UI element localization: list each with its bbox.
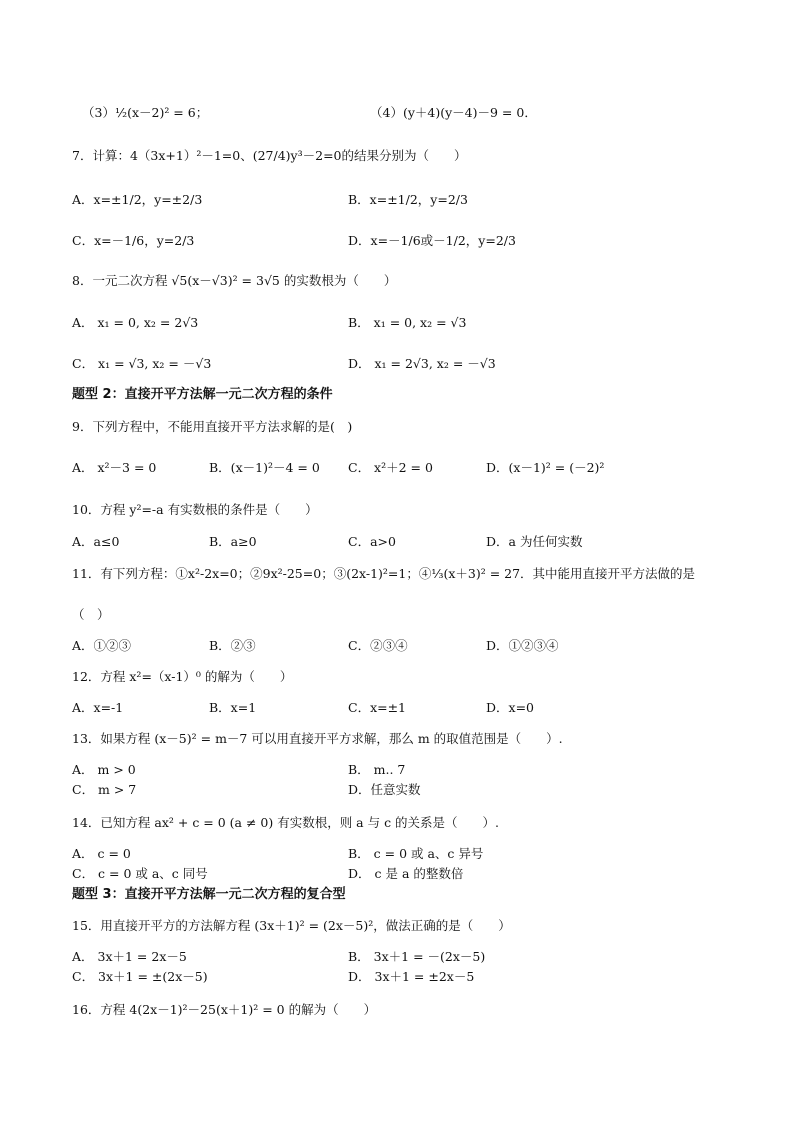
- q7-option-b: B．x=±1/2，y=2/3: [348, 192, 468, 207]
- q9-option-b: B．(x－1)²－4 = 0: [209, 460, 320, 475]
- question-12: 12．方程 x²=（x-1）⁰ 的解为（ ）: [72, 669, 293, 684]
- q14-option-d: D． c 是 a 的整数倍: [348, 866, 464, 881]
- question-15: 15．用直接开平方的方法解方程 (3x＋1)² = (2x－5)²，做法正确的是（ ）: [72, 918, 511, 933]
- q11-option-c: C．②③④: [348, 638, 408, 653]
- question-14: 14．已知方程 ax² + c = 0 (a ≠ 0) 有实数根，则 a 与 c 的关系是（ ）.: [72, 815, 500, 830]
- q15-option-a: A． 3x＋1 = 2x－5: [72, 949, 187, 964]
- q15-option-c: C． 3x＋1 = ±(2x－5): [72, 969, 208, 984]
- section-heading-type-2: 题型 2：直接开平方法解一元二次方程的条件: [72, 387, 333, 402]
- question-10: 10．方程 y²=-a 有实数根的条件是（ ）: [72, 502, 318, 517]
- q14-option-b: B． c = 0 或 a、c 异号: [348, 846, 484, 861]
- q12-option-d: D．x=0: [486, 700, 534, 715]
- q12-option-c: C．x=±1: [348, 700, 407, 715]
- q7-option-c: C．x=－1/6，y=2/3: [72, 233, 195, 248]
- q8-option-c: C． x₁ = √3, x₂ = －√3: [72, 356, 212, 371]
- question-11-paren: （ ）: [72, 607, 110, 622]
- q12-option-a: A．x=-1: [72, 700, 124, 715]
- question-13: 13．如果方程 (x－5)² = m－7 可以用直接开平方求解，那么 m 的取值范围是（ ）.: [72, 731, 563, 746]
- q9-option-c: C． x²＋2 = 0: [348, 460, 433, 475]
- q10-option-b: B．a≥0: [209, 534, 257, 549]
- q9-option-a: A． x²－3 = 0: [72, 460, 157, 475]
- problem-3-line: （3）½(x－2)² = 6；: [82, 105, 209, 120]
- q7-option-d: D．x=－1/6或－1/2，y=2/3: [348, 233, 516, 248]
- problem-4-line: （4）(y＋4)(y－4)－9 = 0．: [370, 105, 537, 120]
- q11-option-d: D．①②③④: [486, 638, 559, 653]
- q15-option-d: D． 3x＋1 = ±2x－5: [348, 969, 475, 984]
- question-7: 7．计算：4（3x+1）²－1=0、(27/4)y³－2=0的结果分别为（ ）: [72, 148, 467, 163]
- q13-option-d: D．任意实数: [348, 782, 421, 797]
- q10-option-c: C．a>0: [348, 534, 396, 549]
- question-16: 16．方程 4(2x－1)²－25(x＋1)² = 0 的解为（ ）: [72, 1002, 377, 1017]
- q11-option-a: A．①②③: [72, 638, 132, 653]
- q7-option-a: A．x=±1/2，y=±2/3: [72, 192, 203, 207]
- q10-option-d: D．a 为任何实数: [486, 534, 583, 549]
- q13-option-b: B． m.. 7: [348, 762, 406, 777]
- section-heading-type-3: 题型 3：直接开平方法解一元二次方程的复合型: [72, 887, 346, 902]
- q8-option-a: A． x₁ = 0, x₂ = 2√3: [72, 315, 199, 330]
- q10-option-a: A．a≤0: [72, 534, 120, 549]
- q15-option-b: B． 3x＋1 = －(2x－5): [348, 949, 486, 964]
- q12-option-b: B．x=1: [209, 700, 257, 715]
- q11-option-b: B．②③: [209, 638, 256, 653]
- q14-option-c: C． c = 0 或 a、c 同号: [72, 866, 208, 881]
- question-8: 8．一元二次方程 √5(x－√3)² = 3√5 的实数根为（ ）: [72, 273, 397, 288]
- q8-option-d: D． x₁ = 2√3, x₂ = －√3: [348, 356, 496, 371]
- q13-option-c: C． m > 7: [72, 782, 137, 797]
- q9-option-d: D．(x－1)² = (－2)²: [486, 460, 605, 475]
- q14-option-a: A． c = 0: [72, 846, 131, 861]
- q13-option-a: A． m > 0: [72, 762, 136, 777]
- q8-option-b: B． x₁ = 0, x₂ = √3: [348, 315, 467, 330]
- question-11: 11．有下列方程：①x²-2x=0；②9x²-25=0；③(2x-1)²=1；④⅓(x＋3)² = 27．其中能用直接开平方法做的是: [72, 566, 696, 581]
- question-9: 9．下列方程中，不能用直接开平方法求解的是( ): [72, 419, 353, 434]
